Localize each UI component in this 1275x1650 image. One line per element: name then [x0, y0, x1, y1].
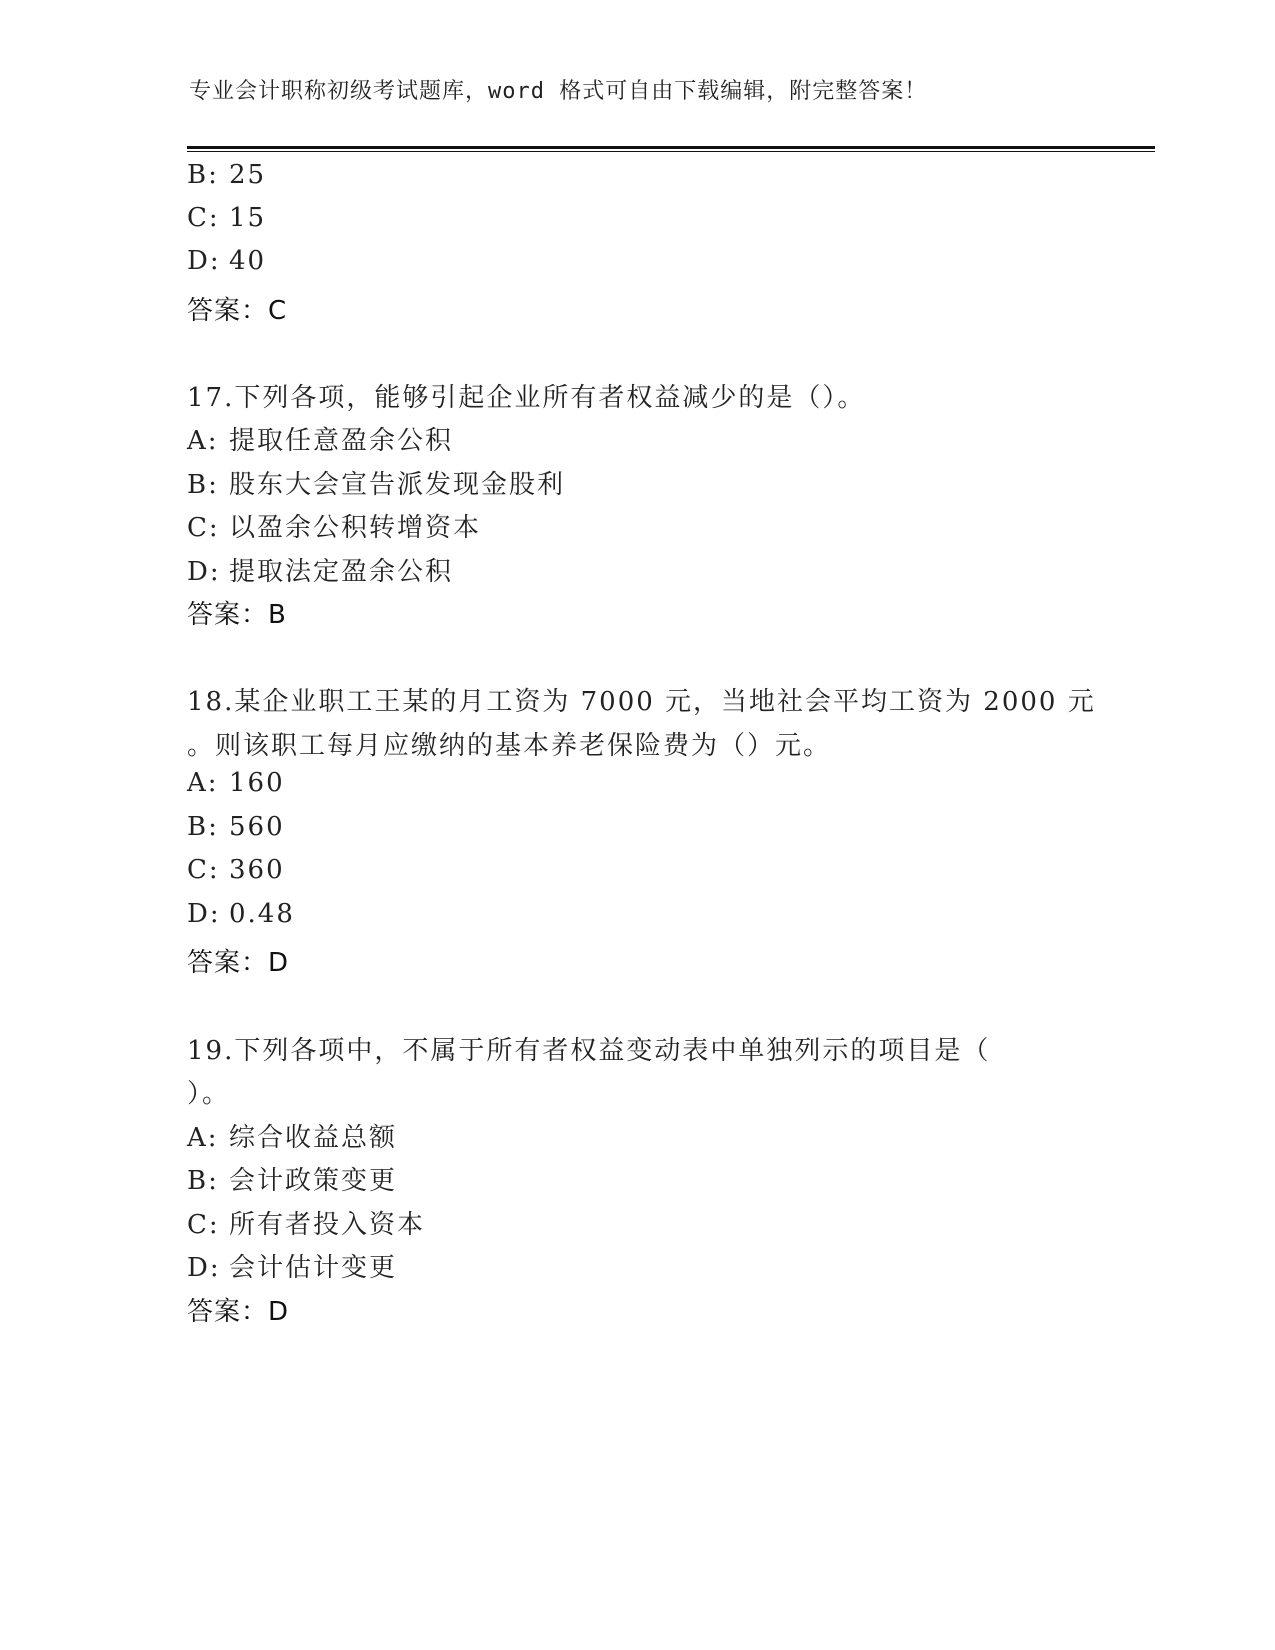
answer-line: 答案：D: [187, 948, 290, 978]
option-label: B:: [187, 160, 219, 190]
option-text: 会计估计变更: [229, 1253, 398, 1283]
option-text: 所有者投入资本: [229, 1210, 426, 1240]
option-text: 15: [229, 203, 267, 233]
option-row: [187, 1160, 397, 1197]
option-label: A:: [187, 768, 219, 798]
option-text: 提取法定盈余公积: [229, 557, 454, 587]
option-text: 以盈余公积转增资本: [229, 513, 482, 543]
question-stem-continued: 。则该职工每月应缴纳的基本养老保险费为（）元。: [187, 731, 832, 761]
option-label: C:: [187, 1210, 220, 1240]
option-text: 0.48: [229, 899, 295, 929]
option-text: 25: [229, 160, 267, 190]
option-label: D:: [187, 1253, 221, 1283]
question-stem: 19.下列各项中，不属于所有者权益变动表中单独列示的项目是（: [187, 1036, 991, 1066]
option-row: [187, 855, 285, 885]
option-text: 提取任意盈余公积: [229, 426, 454, 456]
answer-line: 答案：B: [187, 600, 287, 630]
option-label: B:: [187, 812, 219, 842]
option-row: [187, 899, 295, 929]
option-row: [187, 420, 453, 457]
header-rule-thin: [187, 151, 1155, 152]
option-row: [187, 1247, 397, 1284]
option-label: C:: [187, 203, 220, 233]
header-rule-thick: [187, 146, 1155, 149]
option-text: 40: [229, 246, 267, 276]
option-row: [187, 203, 266, 233]
option-label: D:: [187, 246, 221, 276]
option-text: 360: [229, 855, 285, 885]
option-row: [187, 812, 285, 842]
question-stem-continued: ）。: [187, 1079, 231, 1109]
page-header: 专业会计职称初级考试题库，word 格式可自由下载编辑，附完整答案！: [189, 79, 928, 104]
option-row: [187, 1117, 397, 1154]
option-text: 160: [229, 768, 285, 798]
option-row: [187, 246, 266, 276]
option-row: [187, 464, 565, 501]
option-label: B:: [187, 1166, 219, 1196]
option-label: D:: [187, 557, 221, 587]
option-label: C:: [187, 855, 220, 885]
option-text: 会计政策变更: [229, 1166, 398, 1196]
option-row: [187, 160, 266, 190]
option-row: [187, 507, 481, 544]
option-text: 综合收益总额: [229, 1123, 398, 1153]
question-stem: 17.下列各项，能够引起企业所有者权益减少的是（）。: [187, 383, 866, 413]
option-label: D:: [187, 899, 221, 929]
option-label: C:: [187, 513, 220, 543]
option-label: A:: [187, 426, 219, 456]
answer-line: 答案：C: [187, 296, 288, 326]
option-label: A:: [187, 1123, 219, 1153]
option-row: [187, 1204, 425, 1241]
option-row: [187, 768, 285, 798]
option-text: 560: [229, 812, 285, 842]
question-stem: 18.某企业职工王某的月工资为 7000 元，当地社会平均工资为 2000 元: [187, 687, 1096, 717]
answer-line: 答案：D: [187, 1297, 290, 1327]
option-text: 股东大会宣告派发现金股利: [229, 470, 566, 500]
option-row: [187, 551, 453, 588]
option-label: B:: [187, 470, 219, 500]
